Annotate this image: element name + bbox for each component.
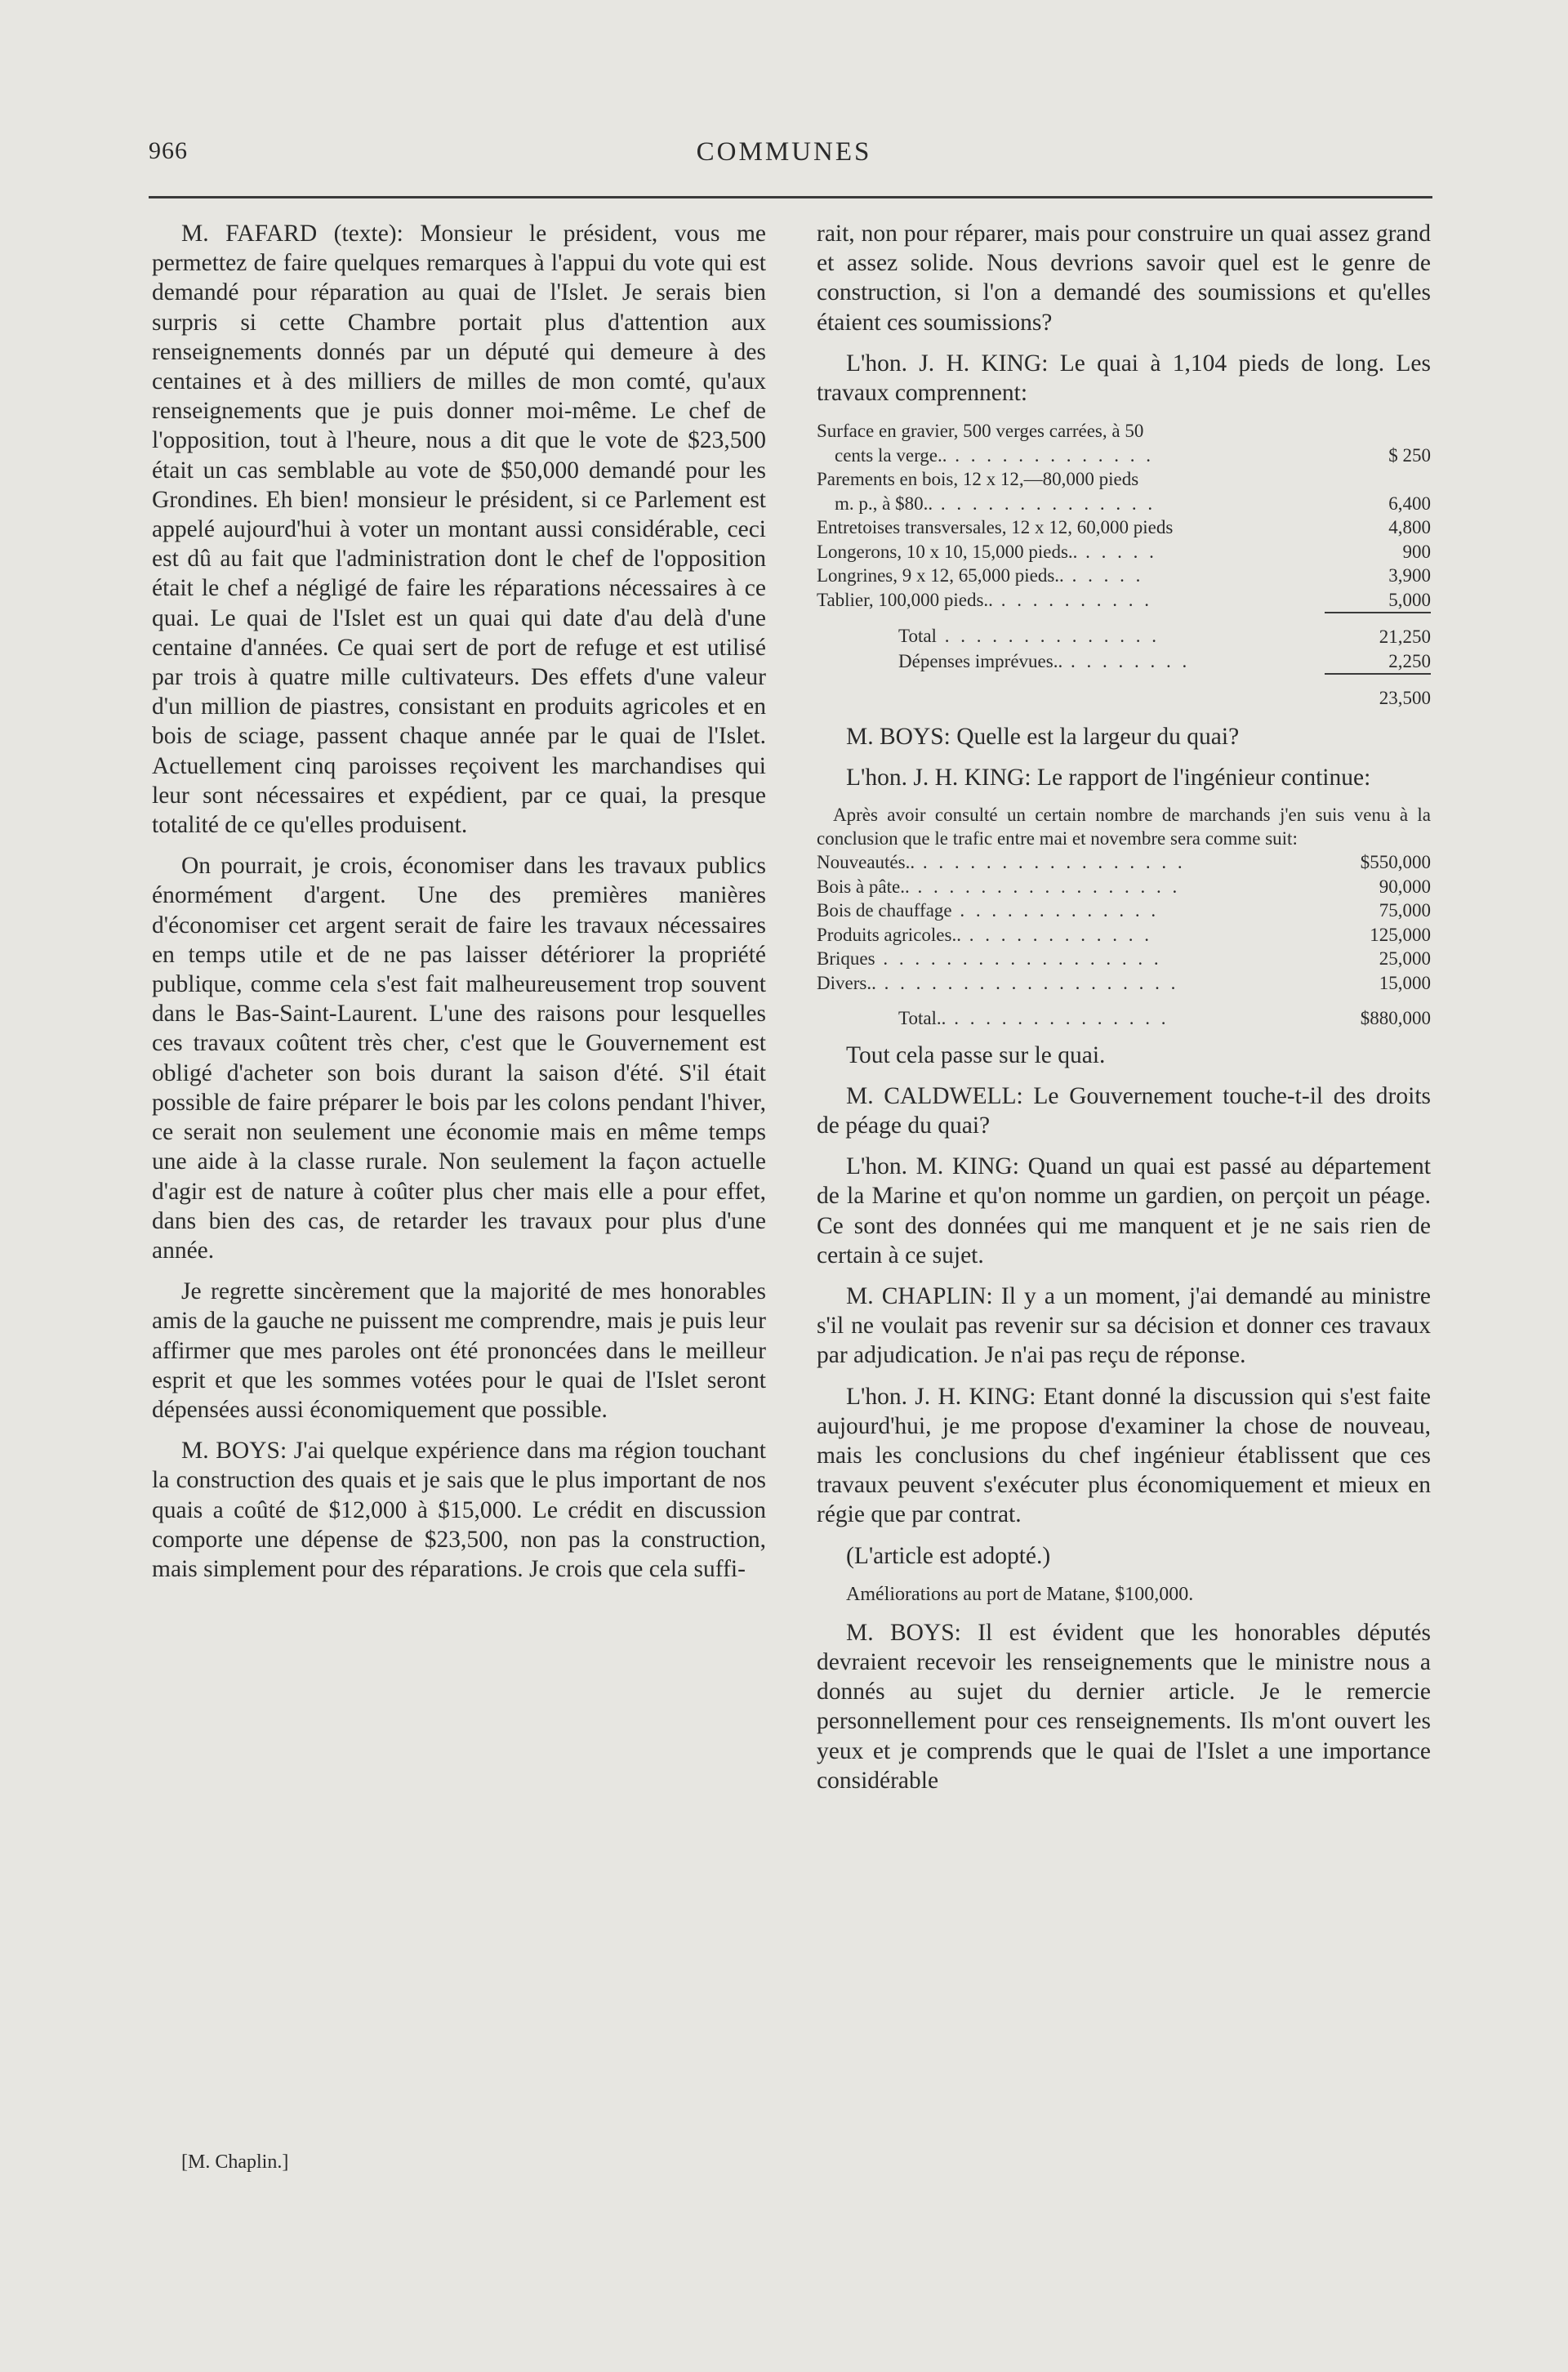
running-head: COMMUNES [696, 137, 872, 167]
row-value: 25,000 [1379, 948, 1431, 970]
row-value: 900 [1402, 541, 1431, 562]
row-value: $880,000 [1360, 1008, 1431, 1029]
table-row [817, 588, 1431, 613]
table-row [817, 898, 1431, 923]
row-label [817, 674, 1325, 711]
row-label: m. p., à $80.. . . . . . . . . . . . . . . [835, 493, 1156, 514]
traffic-table [817, 850, 1431, 1031]
page-number: 966 [149, 137, 188, 164]
row-value: 6,400 [1388, 493, 1431, 514]
row-label: Nouveautés.. . . . . . . . . . . . . . . . . . [817, 852, 1186, 873]
row-value: 23,500 [1325, 674, 1431, 711]
row-label: cents la verge.. . . . . . . . . . . . . . [835, 444, 1155, 466]
row-value: 15,000 [1379, 972, 1431, 993]
row-label: Longrines, 9 x 12, 65,000 pieds.. . . . . . [817, 565, 1144, 586]
row-label: Total . . . . . . . . . . . . . . [898, 626, 1160, 647]
table-row [817, 923, 1431, 947]
paragraph: L'hon. J. H. KING: Le quai à 1,104 pieds de long. Les travaux comprennent: [817, 350, 1431, 407]
row-label: Tablier, 100,000 pieds.. . . . . . . . . . . [817, 589, 1152, 610]
paragraph: rait, non pour réparer, mais pour construire un quai assez grand et assez solide. Nous devrions savoir quel est le genre de construction, si l'on a demandé des soumissions et qu'elles étaient ces soumissions? [817, 221, 1431, 336]
table-row [817, 467, 1431, 492]
row-value: $ 250 [1388, 444, 1431, 466]
table-row [817, 515, 1431, 540]
paragraph: L'hon. J. H. KING: Etant donné la discussion qui s'est faite aujourd'hui, je me propose d'examiner la chose de nouveau, mais les conclusions du chef ingénieur établissent que ces travaux peuvent s'exécuter plus économiquement et mieux en régie que par contrat. [817, 1383, 1431, 1528]
row-label: Entretoises transversales, 12 x 12, 60,000 pieds [817, 517, 1174, 538]
table-row [817, 564, 1431, 588]
works-table [817, 419, 1431, 711]
row-value: $550,000 [1360, 852, 1431, 873]
row-label: Total.. . . . . . . . . . . . . . . [898, 1008, 1169, 1029]
paragraph: M. BOYS: J'ai quelque expérience dans ma région touchant la construction des quais et je sais que le plus important de nos quais a coûté de $12,000 à $15,000. Le crédit en discussion comporte une dépense de $23,500, non pas la construction, mais simplement pour des réparations. Je crois que cela suffi- [152, 1438, 766, 1582]
row-label: Parements en bois, 12 x 12,—80,000 pieds [817, 469, 1139, 490]
row-value: 5,000 [1388, 589, 1431, 610]
row-value: 4,800 [1388, 517, 1431, 538]
table-row [817, 492, 1431, 516]
table-row [817, 947, 1431, 971]
table-row [817, 971, 1431, 996]
row-value: 21,250 [1325, 613, 1431, 649]
row-label: Produits agricoles.. . . . . . . . . . . . . [817, 924, 1152, 945]
row-value: 2,250 [1388, 650, 1431, 671]
table-row [817, 419, 1431, 444]
paragraph: (L'article est adopté.) [846, 1542, 1051, 1569]
footer-speaker: [M. Chaplin.] [181, 2151, 289, 2173]
paragraph: Je regrette sincèrement que la majorité de mes honorables amis de la gauche ne puissent me comprendre, mais je puis leur affirmer que mes paroles ont été prononcées dans le meilleur esprit et que les sommes votées pour le quai de l'Islet seront dépensées aussi économiquement que possible. [152, 1278, 766, 1423]
paragraph: M. CALDWELL: Le Gouvernement touche-t-il des droits de péage du quai? [817, 1082, 1431, 1139]
row-value: 90,000 [1379, 876, 1431, 897]
table-row [817, 875, 1431, 899]
row-label: Surface en gravier, 500 verges carrées, à 50 [817, 421, 1144, 442]
row-value: 75,000 [1379, 900, 1431, 921]
table-row [817, 649, 1431, 675]
row-label: Bois de chauffage . . . . . . . . . . . . . [817, 900, 1160, 921]
table-row [817, 613, 1431, 649]
paragraph: M. CHAPLIN: Il y a un moment, j'ai demandé au ministre s'il ne voulait pas revenir sur sa décision et donner ces travaux par adjudication. Je n'ai pas reçu de réponse. [817, 1283, 1431, 1369]
row-label: Dépenses imprévues.. . . . . . . . . [898, 650, 1191, 671]
item-heading: Améliorations au port de Matane, $100,000. [846, 1583, 1194, 1605]
table-row [817, 995, 1431, 1031]
paragraph: M. BOYS: Il est évident que les honorables députés devraient recevoir les renseignements que le ministre nous a donnés au sujet du dernier article. Je le remercie personnellement pour ces renseignements. Ils m'ont ouvert les yeux et je comprends que le quai de l'Islet a une importance considérable [817, 1619, 1431, 1794]
table-row [817, 444, 1431, 468]
table-row [817, 850, 1431, 875]
table-row [817, 674, 1431, 711]
paragraph: On pourrait, je crois, économiser dans les travaux publics énormément d'argent. Une des premières manières d'économiser cet argent serait de faire les travaux nécessaires en temps utile et de ne pas laisser détériorer la propriété publique, comme cela s'est fait malheureusement trop souvent dans le Bas-Saint-Laurent. L'une des raisons pour lesquelles ces travaux coûtent très cher, c'est que le Gouvernement est obligé d'acheter son bois durant la saison d'été. S'il était possible de faire préparer le bois par les colons pendant l'hiver, ce serait non seulement une économie mais en même temps une aide à la classe rurale. Non seulement la façon actuelle d'agir est de nature à coûter plus cher mais elle a pour effet, dans bien des cas, de retarder les travaux pour plus d'une année. [152, 853, 766, 1264]
row-value: 3,900 [1388, 565, 1431, 586]
paragraph: L'hon. J. H. KING: Le rapport de l'ingénieur continue: [846, 764, 1371, 791]
row-label: Briques . . . . . . . . . . . . . . . . . . [817, 948, 1162, 970]
header-rule [149, 196, 1432, 198]
paragraph: M. BOYS: Quelle est la largeur du quai? [846, 723, 1240, 750]
row-value: 125,000 [1370, 924, 1431, 945]
paragraph: Tout cela passe sur le quai. [846, 1041, 1106, 1068]
row-label: Divers.. . . . . . . . . . . . . . . . . . . . [817, 972, 1179, 993]
left-column [152, 219, 766, 1595]
quote: Après avoir consulté un certain nombre de marchands j'en suis venu à la conclusion que le trafic entre mai et novembre sera comme suit: [817, 805, 1431, 849]
row-label: Bois à pâte.. . . . . . . . . . . . . . . . . . [817, 876, 1181, 897]
paragraph: M. FAFARD (texte): Monsieur le président, vous me permettez de faire quelques remarques à l'appui du vote qui est demandé pour réparation au quai de l'Islet. Je serais bien surpris si cette Chambre portait plus d'attention aux renseignements donnés par un député qui demeure à des centaines et à des milliers de milles de mon comté, qu'aux renseignements que je puis donner moi-même. Le chef de l'opposition, tout à l'heure, nous a dit que le vote de $23,500 était un cas semblable au vote de $50,000 demandé pour les Grondines. Eh bien! monsieur le président, si ce Parlement est appelé aujourd'hui à voter un montant aussi considérable, ceci est dû au fait que l'administration dont le chef de l'opposition était le chef a négligé de faire les réparations nécessaires à ce quai. Le quai de l'Islet est un quai qui date d'au delà d'une centaine d'années. Ce quai sert de port de refuge et est utilisé par trois à quatre mille cultivateurs. Des effets d'une valeur d'un million de piastres, consistant en produits agricoles et en bois de sciage, passent chaque année par le quai de l'Islet. Actuellement cinq paroisses reçoivent les marchandises qui leur sont nécessaires et expédient, par ce quai, la presque totalité de ce qu'elles produisent. [152, 221, 766, 839]
right-column [817, 219, 1431, 1807]
paragraph: L'hon. M. KING: Quand un quai est passé au département de la Marine et qu'on nomme un gardien, on perçoit un péage. Ce sont des données qui me manquent et je ne sais rien de certain à ce sujet. [817, 1153, 1431, 1268]
row-label: Longerons, 10 x 10, 15,000 pieds.. . . . . . [817, 541, 1157, 562]
table-row [817, 540, 1431, 564]
